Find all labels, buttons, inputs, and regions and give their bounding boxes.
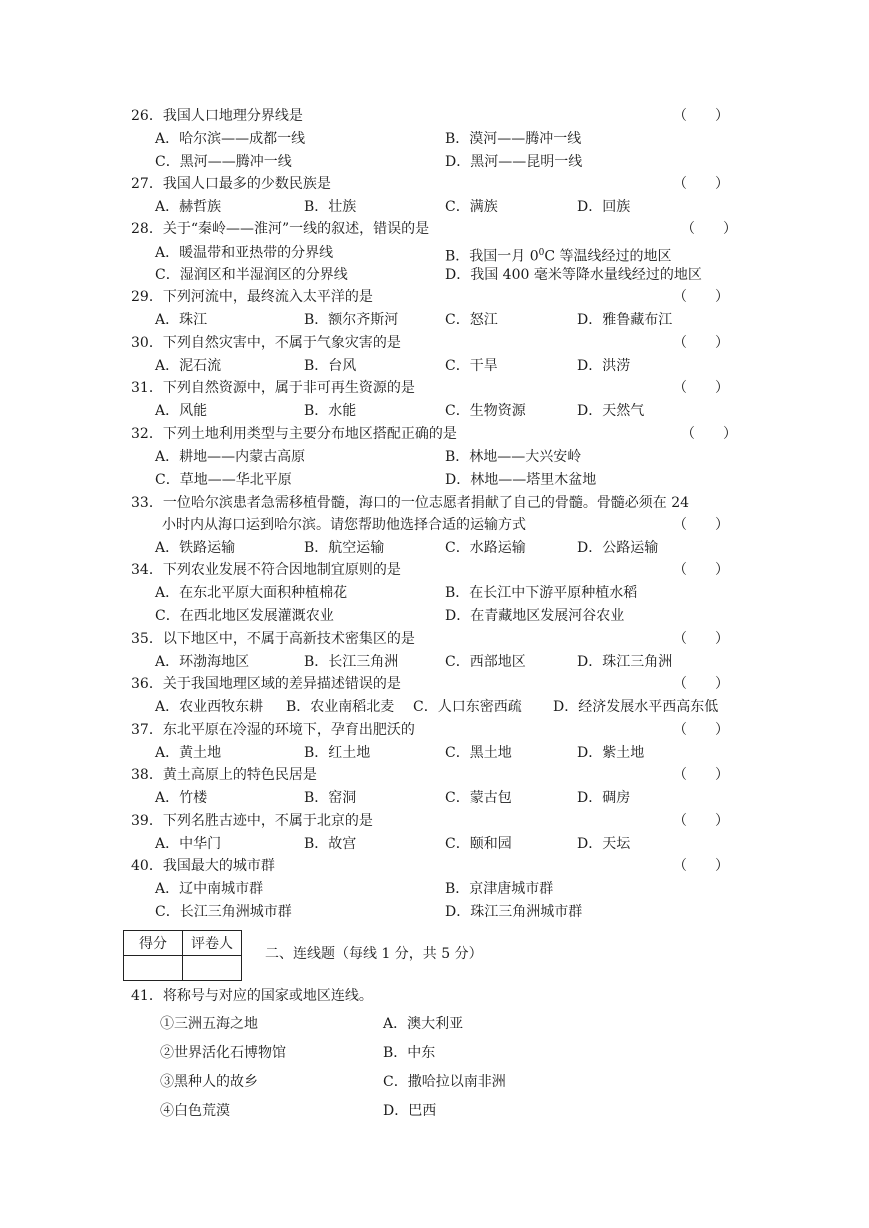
option-c: C．在西北地区发展灌溉农业 xyxy=(155,608,334,624)
option-a: A．暖温带和亚热带的分界线 xyxy=(155,245,334,261)
question-stem: 36．关于我国地理区域的差异描述错误的是 xyxy=(131,676,401,692)
match-right-item: B．中东 xyxy=(383,1045,436,1061)
option-d: D．雅鲁藏布江 xyxy=(577,312,673,328)
match-right-item: A．澳大利亚 xyxy=(383,1016,464,1032)
option-b: B．台风 xyxy=(304,358,357,374)
question-35 xyxy=(131,628,741,650)
degree-superscript: 0 xyxy=(538,248,545,258)
option-b: B．水能 xyxy=(304,403,357,419)
question-40 xyxy=(131,855,741,877)
question-stem: 33．一位哈尔滨患者急需移植骨髓，海口的一位志愿者捐献了自己的骨髓。骨髓必须在 24 xyxy=(131,495,690,511)
question-stem: 27．我国人口最多的少数民族是 xyxy=(131,176,331,192)
option-c: C．生物资源 xyxy=(445,403,526,419)
match-left-item: ③黑种人的故乡 xyxy=(160,1074,258,1090)
option-b: B．京津唐城市群 xyxy=(445,881,554,897)
question-32 xyxy=(131,423,741,445)
match-left-item: ①三洲五海之地 xyxy=(160,1016,258,1032)
question-31 xyxy=(131,377,741,399)
option-d: D．公路运输 xyxy=(577,540,659,556)
option-a: A．耕地——内蒙古高原 xyxy=(155,449,306,465)
option-c: C．干旱 xyxy=(445,358,498,374)
option-b: B．长江三角洲 xyxy=(304,654,399,670)
answer-blank: （ ） xyxy=(673,335,729,351)
answer-blank: （ ） xyxy=(673,289,729,305)
answer-blank: （ ） xyxy=(673,517,729,533)
grader-cell xyxy=(183,956,242,981)
answer-blank: （ ） xyxy=(673,767,729,783)
question-stem: 38．黄土高原上的特色民居是 xyxy=(131,767,317,783)
option-b: B．林地——大兴安岭 xyxy=(445,449,582,465)
question-34 xyxy=(131,559,741,581)
question-stem: 30．下列自然灾害中，不属于气象灾害的是 xyxy=(131,335,401,351)
option-d: D．经济发展水平西高东低 xyxy=(553,699,719,715)
option-a: A．哈尔滨——成都一线 xyxy=(155,131,306,147)
question-stem: 37．东北平原在冷湿的环境下，孕育出肥沃的 xyxy=(131,722,415,738)
option-b: B．漠河——腾冲一线 xyxy=(445,131,582,147)
option-c: C．满族 xyxy=(445,199,498,215)
option-c: C．西部地区 xyxy=(445,654,526,670)
option-c: C．黑土地 xyxy=(445,745,512,761)
question-stem: 34．下列农业发展不符合因地制宜原则的是 xyxy=(131,562,401,578)
option-a: A．泥石流 xyxy=(155,358,222,374)
question-stem: 29．下列河流中，最终流入太平洋的是 xyxy=(131,289,373,305)
option-b: B．在长江中下游平原种植水稻 xyxy=(445,585,638,601)
question-37 xyxy=(131,719,741,741)
question-36 xyxy=(131,673,741,695)
option-a: A．竹楼 xyxy=(155,790,208,806)
option-d: D．珠江三角洲 xyxy=(577,654,673,670)
option-a: A．铁路运输 xyxy=(155,540,236,556)
option-d: D．在青藏地区发展河谷农业 xyxy=(445,608,625,624)
question-28 xyxy=(131,218,741,240)
option-c: C．草地——华北平原 xyxy=(155,472,292,488)
option-b xyxy=(445,242,672,264)
option-b: B．故宫 xyxy=(304,836,357,852)
option-a: A．黄土地 xyxy=(155,745,222,761)
option-d: D．我国 400 毫米等降水量线经过的地区 xyxy=(445,267,702,283)
option-a: A．农业西牧东耕 xyxy=(155,699,264,715)
option-b: B．额尔齐斯河 xyxy=(304,312,399,328)
answer-blank: （ ） xyxy=(673,108,729,124)
option-a: A．辽中南城市群 xyxy=(155,881,264,897)
answer-blank: （ ） xyxy=(673,676,729,692)
option-d: D．黑河——昆明一线 xyxy=(445,154,583,170)
question-stem: 32．下列土地利用类型与主要分布地区搭配正确的是 xyxy=(131,426,457,442)
answer-blank: （ ） xyxy=(681,221,737,237)
answer-blank: （ ） xyxy=(673,722,729,738)
question-33-continued xyxy=(131,514,741,536)
question-stem: 28．关于“秦岭——淮河”一线的叙述，错误的是 xyxy=(131,221,430,237)
question-27 xyxy=(131,173,741,195)
option-b: B．红土地 xyxy=(304,745,371,761)
option-c: C．蒙古包 xyxy=(445,790,512,806)
match-right-item: C．撒哈拉以南非洲 xyxy=(383,1074,506,1090)
option-a: A．中华门 xyxy=(155,836,222,852)
answer-blank: （ ） xyxy=(673,562,729,578)
question-stem-continued: 小时内从海口运到哈尔滨。请您帮助他选择合适的运输方式 xyxy=(162,517,526,533)
question-stem: 35．以下地区中，不属于高新技术密集区的是 xyxy=(131,631,415,647)
option-c: C．黑河——腾冲一线 xyxy=(155,154,292,170)
question-stem: 40．我国最大的城市群 xyxy=(131,858,275,874)
question-39 xyxy=(131,810,741,832)
option-b: B．农业南稻北麦 xyxy=(286,699,395,715)
option-c: C．湿润区和半湿润区的分界线 xyxy=(155,267,348,283)
question-30 xyxy=(131,332,741,354)
answer-blank: （ ） xyxy=(673,631,729,647)
option-b-text: B．我国一月 0 xyxy=(445,248,539,265)
grader-label: 评卷人 xyxy=(183,931,242,956)
question-stem: 31．下列自然资源中，属于非可再生资源的是 xyxy=(131,380,415,396)
option-d: D．回族 xyxy=(577,199,631,215)
option-d: D．紫土地 xyxy=(577,745,645,761)
answer-blank: （ ） xyxy=(673,176,729,192)
score-table xyxy=(123,930,242,981)
question-29 xyxy=(131,286,741,308)
answer-blank: （ ） xyxy=(673,813,729,829)
option-a: A．在东北平原大面积种植棉花 xyxy=(155,585,348,601)
answer-blank: （ ） xyxy=(673,858,729,874)
option-b: B．窑洞 xyxy=(304,790,357,806)
option-a: A．珠江 xyxy=(155,312,208,328)
question-38 xyxy=(131,764,741,786)
option-d: D．珠江三角洲城市群 xyxy=(445,904,583,920)
match-left-item: ④白色荒漠 xyxy=(160,1103,230,1119)
score-cell xyxy=(124,956,183,981)
option-c: C．长江三角洲城市群 xyxy=(155,904,292,920)
option-b: B．航空运输 xyxy=(304,540,385,556)
score-label: 得分 xyxy=(124,931,183,956)
option-c: C．水路运输 xyxy=(445,540,526,556)
option-a: A．环渤海地区 xyxy=(155,654,250,670)
question-41: 41．将称号与对应的国家或地区连线。 xyxy=(131,988,373,1004)
option-d: D．天然气 xyxy=(577,403,645,419)
option-d: D．洪涝 xyxy=(577,358,631,374)
question-stem: 26．我国人口地理分界线是 xyxy=(131,108,303,124)
option-c: C．人口东密西疏 xyxy=(413,699,522,715)
option-a: A．赫哲族 xyxy=(155,199,222,215)
match-right-item: D．巴西 xyxy=(383,1103,437,1119)
option-c: C．颐和园 xyxy=(445,836,512,852)
option-b: B．壮族 xyxy=(304,199,357,215)
question-33 xyxy=(131,492,751,514)
option-b-rest: C 等温线经过的地区 xyxy=(544,248,672,265)
option-d: D．林地——塔里木盆地 xyxy=(445,472,597,488)
option-c: C．怒江 xyxy=(445,312,498,328)
section-title: 二、连线题（每线 1 分，共 5 分） xyxy=(265,946,483,962)
answer-blank: （ ） xyxy=(681,426,737,442)
option-a: A．风能 xyxy=(155,403,208,419)
match-left-item: ②世界活化石博物馆 xyxy=(160,1045,286,1061)
option-d: D．天坛 xyxy=(577,836,631,852)
question-26 xyxy=(131,105,741,127)
question-stem: 39．下列名胜古迹中，不属于北京的是 xyxy=(131,813,373,829)
answer-blank: （ ） xyxy=(673,380,729,396)
option-d: D．碉房 xyxy=(577,790,631,806)
